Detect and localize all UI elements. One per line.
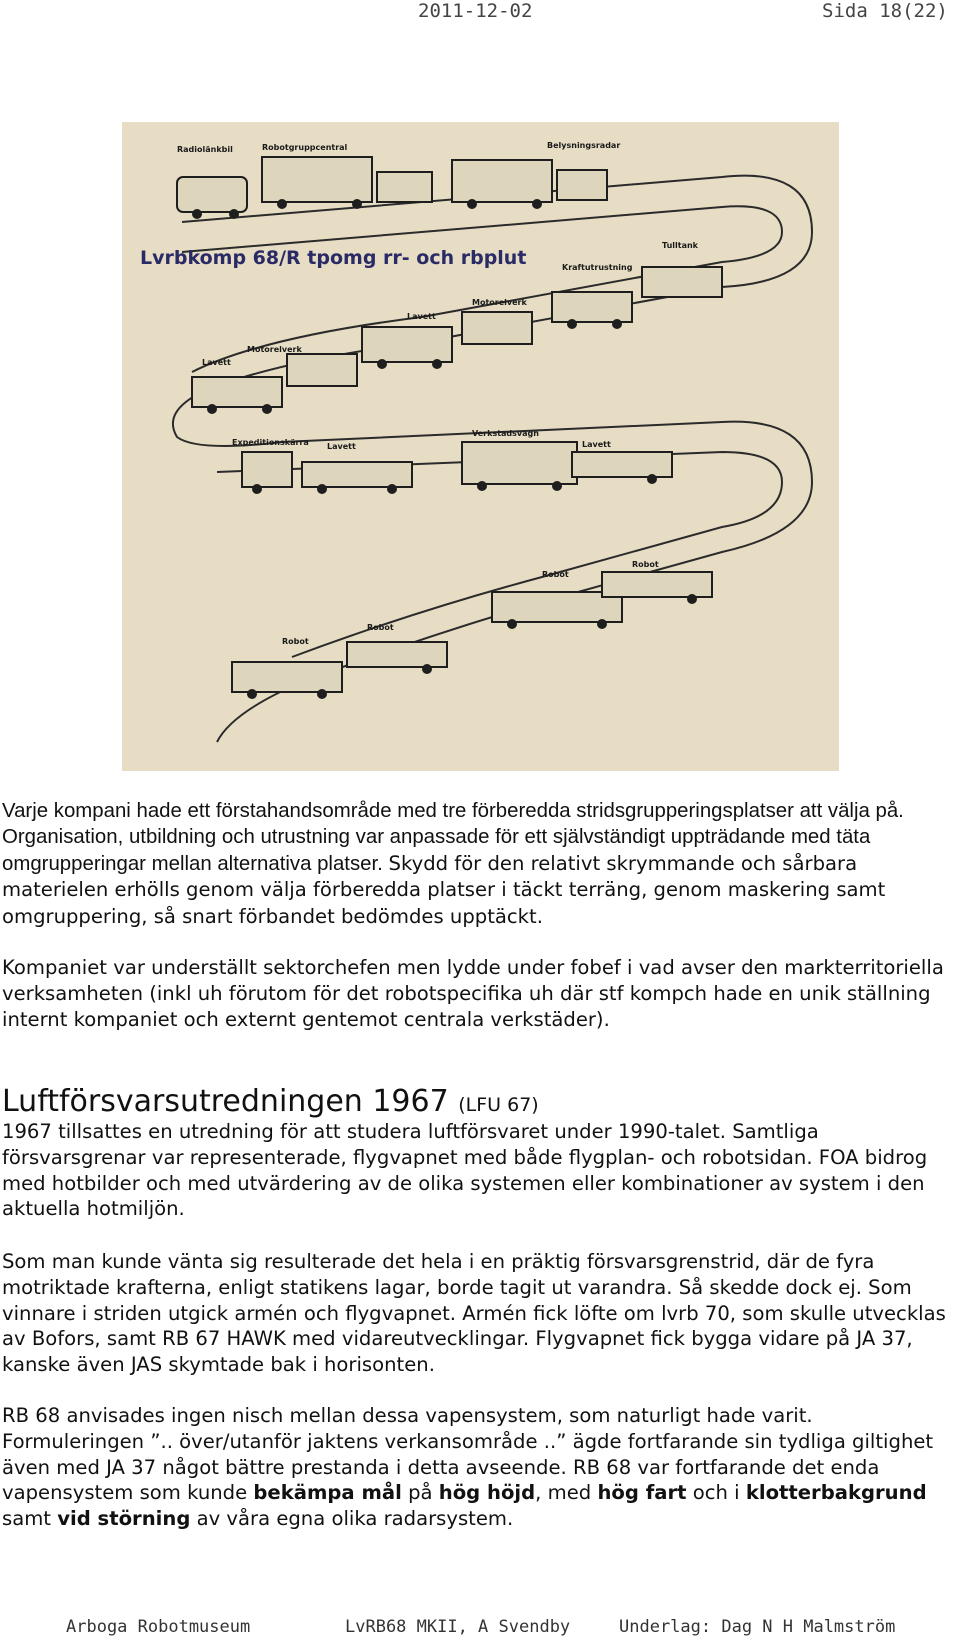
label-motorelverk-1: Motorelverk: [472, 298, 527, 307]
label-lavett-3: Lavett: [327, 442, 356, 451]
label-expeditionskarra: Expeditionskärra: [232, 438, 309, 447]
label-kraftutrustning: Kraftutrustning: [562, 263, 633, 272]
label-robot-3: Robot: [367, 623, 394, 632]
label-robot-4: Robot: [282, 637, 309, 646]
label-robotgruppcentral: Robotgruppcentral: [262, 143, 348, 152]
footer-left: Arboga Robotmuseum: [66, 1617, 251, 1637]
footer-center: LvRB68 MKII, A Svendby: [345, 1617, 571, 1637]
convoy-illustration: [122, 122, 839, 771]
label-radiolankbil: Radiolänkbil: [177, 145, 233, 154]
label-lavett-1: Lavett: [407, 312, 436, 321]
paragraph-4: Som man kunde vänta sig resulterade det hela i en präktig försvarsgrenstrid, där de fyra motriktade krafterna, enligt statikens lagar, borde tagit ut varandra. Så skedde dock ej. Som vinnare i striden utgick armén och flygvapnet. Armén fick löfte om lvrb 70, som skulle utvecklas av Bofors, samt RB 67 HAWK med vidareutvecklingar. Flygvapnet fick bygga vidare på JA 37, kanske även JAS skymtade bak i horisonten.: [2, 1250, 946, 1377]
header-page-number: Sida 18(22): [822, 0, 948, 22]
paragraph-1: Varje kompani hade ett förstahandsområde med tre förberedda stridsgrupperingsplatser att välja på. Organisation, utbildning och utrustning var anpassade för ett självständigt uppträdande med täta omgrupperingar mellan alternativa platser. Skydd för den relativt skrymmande och sårbara materielen erhölls genom välja förberedda platser i täckt terräng, genom maskering samt omgruppering, så snart förbandet bedömdes upptäckt.: [2, 800, 904, 929]
section-heading: Luftförsvarsutredningen 1967 (LFU 67): [2, 1084, 539, 1119]
label-motorelverk-2: Motorelverk: [247, 345, 302, 354]
label-verkstadsvagn: Verkstadsvagn: [472, 429, 539, 438]
paragraph-2: Kompaniet var underställt sektorchefen men lydde under fobef i vad avser den markterritoriella verksamheten (inkl uh förutom för det robotspecifika uh där stf kompch hade en unik ställning internt kompaniet och externt gentemot centrala verkstäder).: [2, 956, 944, 1031]
label-belysningsradar: Belysningsradar: [547, 141, 621, 150]
paragraph-5: RB 68 anvisades ingen nisch mellan dessa vapensystem, som naturligt hade varit. Formuleringen ”.. över/utanför jaktens verkansområde ..” ägde fortfarande sin tydliga giltighet även med JA 37 något bättre prestanda i detta avseende. RB 68 var fortfarande det enda vapensystem som kunde bekämpa mål på hög höjd, med hög fart och i klotterbakgrund samt vid störning av våra egna olika radarsystem.: [2, 1404, 934, 1531]
footer-right: Underlag: Dag N H Malmström: [619, 1617, 896, 1637]
paragraph-3: 1967 tillsattes en utredning för att studera luftförsvaret under 1990-talet. Samtliga försvarsgrenar var representerade, flygvapnet med både flygplan- och robotsidan. FOA bidrog med hotbilder och med utvärdering av de olika systemen eller kombinationer av system i den aktuella hotmiljön.: [2, 1120, 928, 1221]
label-lavett-4: Lavett: [582, 440, 611, 449]
label-robot-2: Robot: [542, 570, 569, 579]
label-tulltank: Tulltank: [662, 241, 698, 250]
label-robot-1: Robot: [632, 560, 659, 569]
header-date: 2011-12-02: [418, 0, 533, 22]
figure-title: Lvrbkomp 68/R tpomg rr- och rbplut: [140, 247, 527, 269]
label-lavett-2: Lavett: [202, 358, 231, 367]
